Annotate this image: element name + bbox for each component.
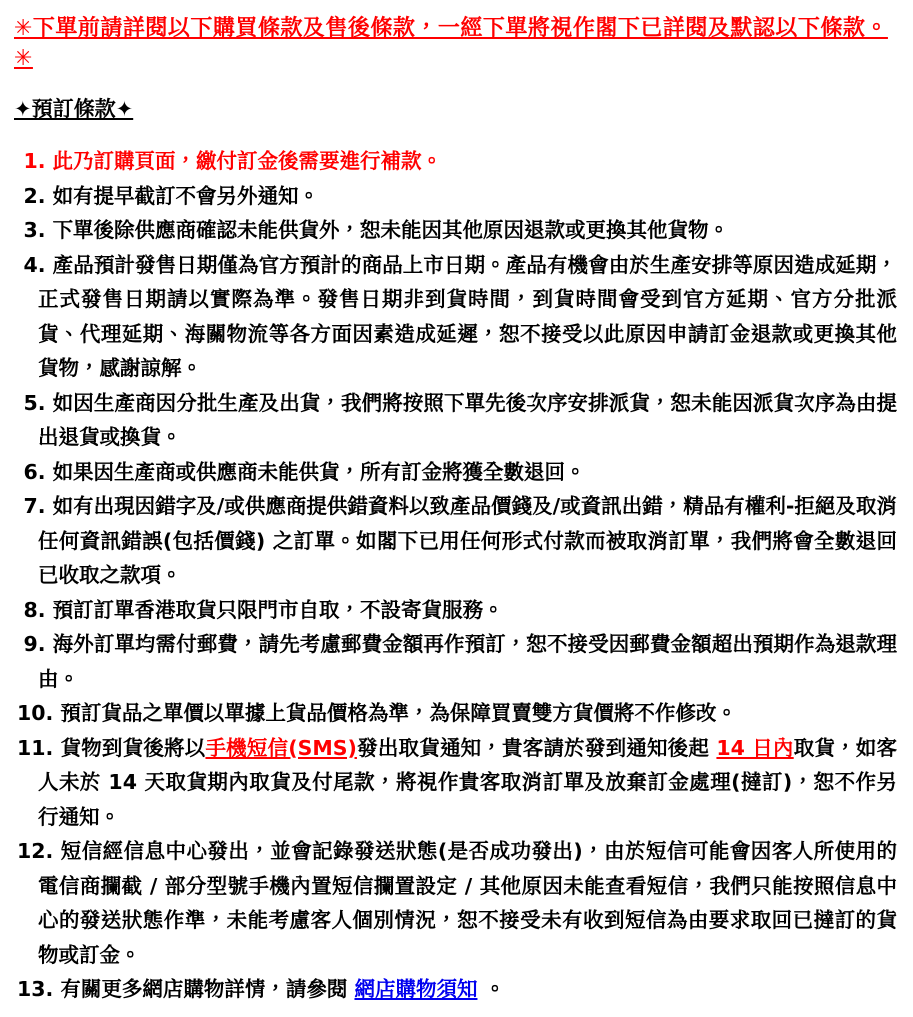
term-text: 如有出現因錯字及/或供應商提供錯資料以致產品價錢及/或資訊出錯，精品有權利-拒絕及取消任何資訊錯誤(包括價錢) 之訂單。如閣下已用任何形式付款而被取消訂單，我們將會全數退回已收取之款項。 <box>38 494 897 587</box>
term-item-5 <box>12 386 897 455</box>
term-number: 3. <box>23 218 46 242</box>
term-text: 貨物到貨後將以 <box>60 735 206 760</box>
term-number: 4. <box>23 252 46 277</box>
term-item-8 <box>12 593 897 628</box>
term-number: 2. <box>23 183 46 208</box>
term-text: 短信經信息中心發出，並會記錄發送狀態(是否成功發出)，由於短信可能會因客人所使用的電信商攔截 / 部分型號手機內置短信攔置設定 / 其他原因未能查看短信，我們只能按照信息中心的發送狀態作準，未能考慮客人個別情況，恕不接受未有收到短信為由要求取回已撻訂的貨物或訂金。 <box>38 839 897 967</box>
term-item-1 <box>12 144 897 179</box>
term-item-10 <box>12 696 897 731</box>
term-text: 取貨，如客人未於 14 天取貨期內取貨及付尾款，將視作貴客取消訂單及放棄訂金處理(撻訂)，恕不作另行通知。 <box>38 735 898 829</box>
term-number: 10. <box>17 701 54 725</box>
term-text: 預訂貨品之單價以單據上貨品價格為準，為保障買賣雙方貨價將不作修改。 <box>60 701 737 725</box>
purchase-terms-notice: ✳下單前請詳閱以下購買條款及售後條款，一經下單將視作閣下已詳閱及默認以下條款。✳ <box>14 16 888 71</box>
pickup-deadline-link[interactable]: 14 日內 <box>716 735 794 760</box>
term-text: 如有提早截訂不會另外通知。 <box>52 183 320 208</box>
term-text: 有關更多網店購物詳情，請參閱 <box>60 977 355 1001</box>
term-number: 8. <box>23 597 46 622</box>
term-text: 此乃訂購頁面，繳付訂金後需要進行補款。 <box>52 149 443 173</box>
term-text: 如果因生產商或供應商未能供貨，所有訂金將獲全數退回。 <box>52 459 586 484</box>
term-text: 。 <box>477 977 506 1001</box>
term-item-3 <box>12 213 897 248</box>
term-text: 發出取貨通知，貴客請於發到通知後起 <box>356 735 717 760</box>
term-text: 海外訂單均需付郵費，請先考慮郵費金額再作預訂，恕不接受因郵費金額超出預期作為退款理由。 <box>38 632 897 691</box>
term-item-6 <box>12 455 897 490</box>
term-text: 下單後除供應商確認未能供貨外，恕未能因其他原因退款或更換其他貨物。 <box>52 218 730 242</box>
term-item-4 <box>12 248 897 386</box>
term-item-9 <box>12 627 897 696</box>
term-item-11 <box>12 731 897 835</box>
preorder-terms-title: ✦預訂條款✦ <box>14 97 134 121</box>
term-text: 產品預計發售日期僅為官方預計的商品上市日期。產品有機會由於生產安排等原因造成延期，正式發售日期請以實際為準。發售日期非到貨時間，到貨時間會受到官方延期、官方分批派貨、代理延期、海關物流等各方面因素造成延遲，恕不接受以此原因申請訂金退款或更換其他貨物，感謝諒解。 <box>38 252 897 380</box>
term-number: 9. <box>23 632 46 656</box>
term-number: 6. <box>23 459 46 484</box>
store-shopping-guide-link[interactable]: 網店購物須知 <box>354 977 478 1001</box>
term-text: 預訂訂單香港取貨只限門市自取，不設寄貨服務。 <box>52 597 504 622</box>
term-number: 13. <box>17 977 54 1001</box>
term-number: 1. <box>23 149 46 173</box>
sms-notification-link[interactable]: 手機短信(SMS) <box>205 735 357 760</box>
term-number: 12. <box>17 839 54 863</box>
term-item-12 <box>12 834 897 972</box>
term-item-2 <box>12 179 897 214</box>
term-number: 11. <box>17 735 54 760</box>
term-item-7 <box>12 489 897 593</box>
term-item-13 <box>12 972 897 1007</box>
terms-list <box>12 144 897 1007</box>
term-number: 5. <box>23 390 46 415</box>
term-text: 如因生產商因分批生產及出貨，我們將按照下單先後次序安排派貨，恕未能因派貨次序為由提出退貨或換貨。 <box>38 390 897 449</box>
term-number: 7. <box>23 494 46 518</box>
